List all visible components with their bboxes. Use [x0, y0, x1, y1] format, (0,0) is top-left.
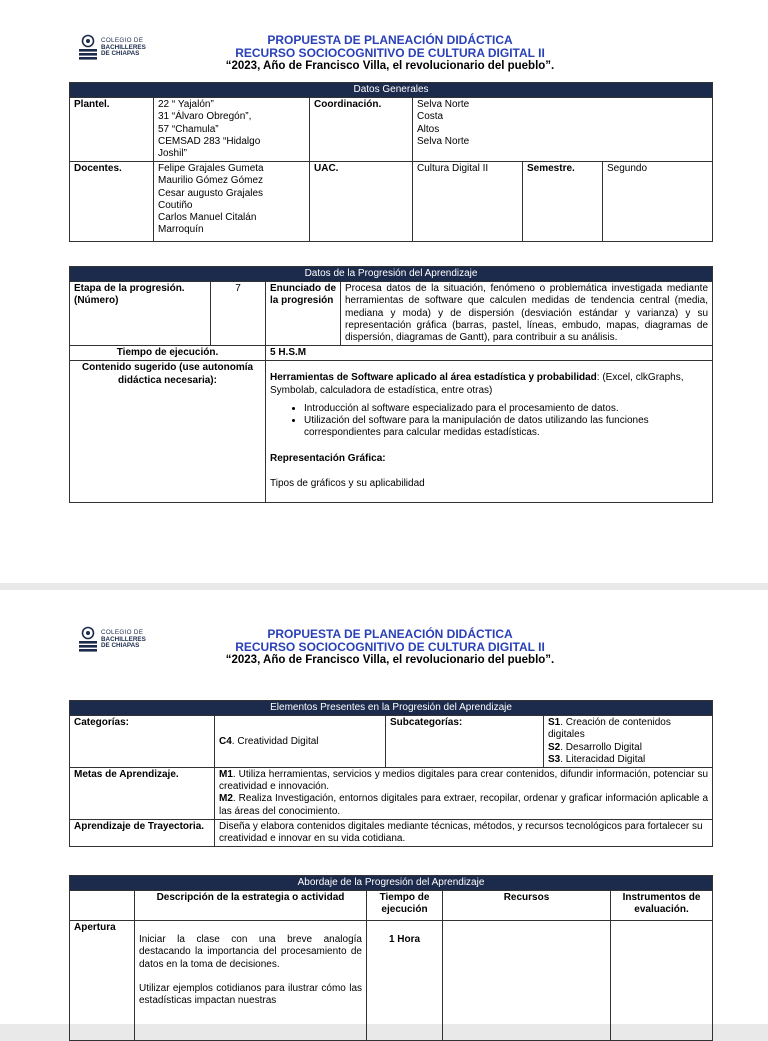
trajectory-label: Aprendizaje de Trayectoria. — [70, 819, 215, 846]
execution-time-label: Tiempo de ejecución. — [70, 346, 266, 361]
opening-instruments — [611, 921, 713, 1041]
school-logo — [78, 34, 146, 62]
learning-goals-label: Metas de Aprendizaje. — [70, 768, 215, 820]
logo-text: COLEGIO DE BACHILLERES DE CHIAPAS — [101, 37, 146, 58]
coordination-label: Coordinación. — [310, 98, 413, 162]
teachers-label: Docentes. — [70, 162, 154, 242]
col-instruments: Instrumentos de evaluación. — [611, 891, 713, 921]
header-title: PROPUESTA DE PLANEACIÓN DIDÁCTICA — [267, 627, 513, 641]
progression-approach-table — [69, 875, 713, 1041]
opening-resources — [443, 921, 611, 1041]
coordination-value: Selva Norte Costa Altos Selva Norte — [413, 98, 713, 162]
list-item: M1. Utiliza herramientas, servicios y medios digitales para crear contenidos, difundir información, potenciar su creatividad e innovación. — [219, 769, 709, 793]
subcategories-value — [544, 716, 713, 768]
header-subtitle: RECURSO SOCIOCOGNITIVO DE CULTURA DIGITAL II — [235, 46, 545, 60]
list-item: S1. Creación de contenidos digitales — [548, 717, 671, 741]
semester-value: Segundo — [603, 162, 713, 242]
general-data-table — [69, 82, 713, 242]
statement-label: Enunciado de la progresión — [266, 282, 341, 346]
list-item: • Utilización del software para la manipulación de datos utilizando las funciones correspondientes para calcular medidas estadísticas. — [304, 415, 708, 439]
document-header — [150, 34, 630, 73]
logo-text: COLEGIO DE BACHILLERES DE CHIAPAS — [101, 629, 146, 650]
col-resources: Recursos — [443, 891, 611, 921]
graphic-representation-heading: Representación Gráfica: — [270, 453, 386, 465]
opening-description: Iniciar la clase con una breve analogía destacando la importancia del procesamiento de datos en la toma de decisiones. Utilizar ejemplos cotidianos para ilustrar cómo las estadísticas impactan nuestras — [135, 921, 367, 1041]
approach-band: Abordaje de la Progresión del Aprendizaje — [70, 876, 713, 891]
trajectory-text: Diseña y elabora contenidos digitales mediante técnicas, métodos, y recursos tecnológicos para fortalecer su creatividad e innovar en su vida cotidiana. — [215, 819, 713, 846]
header-title: PROPUESTA DE PLANEACIÓN DIDÁCTICA — [267, 33, 513, 47]
subcategories-label: Subcategorías: — [386, 716, 544, 768]
school-crest-icon — [78, 626, 98, 654]
list-item: M2. Realiza Investigación, entornos digitales para extraer, recopilar, ordenar y graficar información aplicable a las áreas del conocimiento. — [219, 793, 709, 817]
header-motto: “2023, Año de Francisco Villa, el revolucionario del pueblo”. — [225, 60, 555, 72]
opening-time: 1 Hora — [367, 921, 443, 1041]
teachers-value: Felipe Grajales Gumeta Maurilio Gómez Gómez Cesar augusto Grajales Coutiño Carlos Manuel Citalán Marroquín — [154, 162, 310, 242]
document-header — [150, 628, 630, 667]
opening-label: Apertura — [70, 921, 135, 1041]
categories-value: C4. Creatividad Digital — [215, 716, 386, 768]
categories-label: Categorías: — [70, 716, 215, 768]
document-page-2 — [0, 590, 768, 1024]
plantel-label: Plantel. — [70, 98, 154, 162]
learning-goals — [215, 768, 713, 820]
progression-data-table — [69, 266, 713, 503]
col-description: Descripción de la estrategia o actividad — [135, 891, 367, 921]
col-time: Tiempo de ejecución — [367, 891, 443, 921]
semester-label: Semestre. — [523, 162, 603, 242]
header-motto: “2023, Año de Francisco Villa, el revolucionario del pueblo”. — [225, 654, 555, 666]
elements-band: Elementos Presentes en la Progresión del Aprendizaje — [70, 701, 713, 716]
list-item: S2. Desarrollo Digital — [548, 741, 642, 753]
statement-text: Procesa datos de la situación, fenómeno o problemática investigada mediante herramientas de software que calculen medidas de tendencia central (media, mediana y moda) y de dispersión (desviación estándar y varianza) y su representación gráfica (barras, pastel, líneas, embudo, mapas, diagramas de dispersión, diagramas de Gantt), para contribuir a su análisis. — [341, 282, 713, 346]
list-item: • Introducción al software especializado para el procesamiento de datos. — [304, 403, 708, 415]
progression-elements-table — [69, 700, 713, 847]
school-logo — [78, 626, 146, 654]
general-data-band: Datos Generales — [70, 83, 713, 98]
suggested-content — [266, 361, 713, 503]
software-tools-paragraph: Herramientas de Software aplicado al área estadística y probabilidad: (Excel, clkGraphs, Symbolab, calculadora de estadística, entre otras) — [270, 372, 684, 396]
stage-value: 7 — [211, 282, 266, 346]
school-crest-icon — [78, 34, 98, 62]
list-item: S3. Literacidad Digital — [548, 753, 646, 765]
uac-label: UAC. — [310, 162, 413, 242]
suggested-content-label: Contenido sugerido (use autonomía didáctica necesaria): — [70, 361, 266, 503]
chart-types-line: Tipos de gráficos y su aplicabilidad — [270, 477, 425, 489]
content-bullet-list — [270, 403, 708, 440]
header-subtitle: RECURSO SOCIOCOGNITIVO DE CULTURA DIGITAL II — [235, 640, 545, 654]
plantel-value: 22 “ Yajalón” 31 “Álvaro Obregón”, 57 “Chamula” CEMSAD 283 “Hidalgo Joshil” — [154, 98, 310, 162]
execution-time-value: 5 H.S.M — [266, 346, 713, 361]
uac-value: Cultura Digital II — [413, 162, 523, 242]
progression-data-band: Datos de la Progresión del Aprendizaje — [70, 267, 713, 282]
stage-label: Etapa de la progresión. (Número) — [70, 282, 211, 346]
